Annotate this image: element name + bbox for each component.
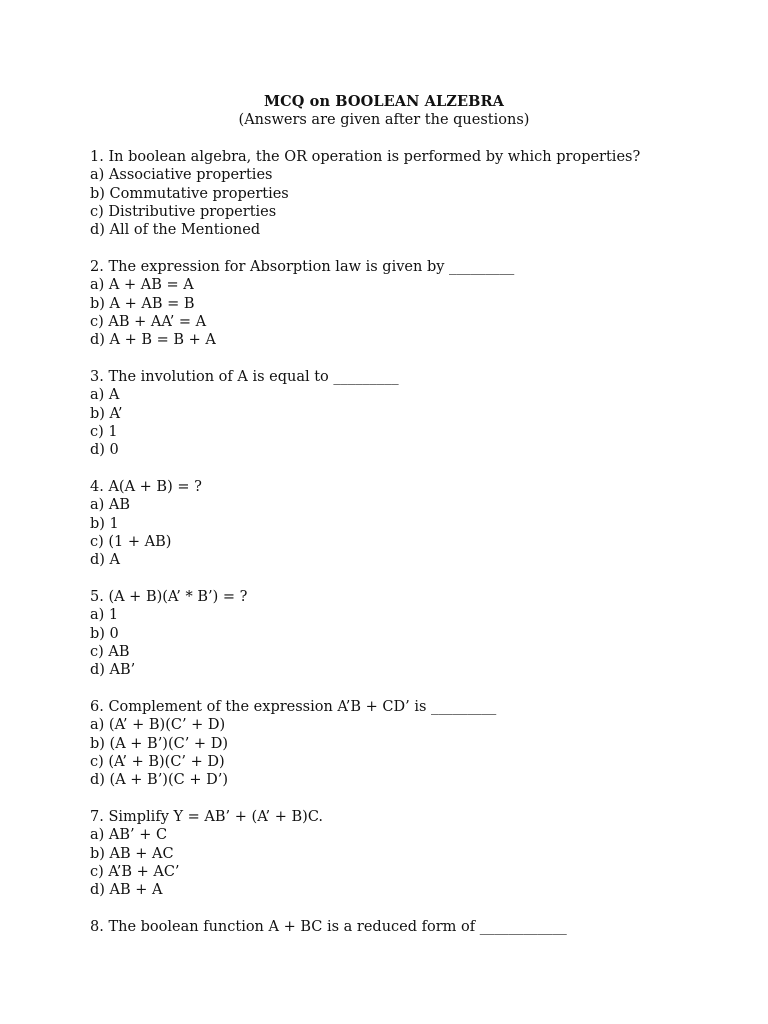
option-a: a) (A’ + B)(C’ + D)	[90, 717, 226, 734]
document-subtitle: (Answers are given after the questions)	[238, 112, 530, 128]
option-a: a) A + AB = A	[90, 277, 194, 294]
option-b: b) 1	[90, 515, 119, 532]
option-a: a) Associative properties	[90, 167, 273, 184]
option-d: d) AB’	[90, 662, 136, 679]
question-2	[90, 258, 730, 349]
option-d: d) All of the Mentioned	[90, 222, 261, 239]
question-stem: 5. (A + B)(A’ * B’) = ?	[90, 588, 248, 605]
option-c: c) Distributive properties	[90, 203, 277, 220]
question-stem: 7. Simplify Y = AB’ + (A’ + B)C.	[90, 808, 324, 825]
question-stem: 6. Complement of the expression A’B + CD’ is _________	[90, 698, 497, 715]
option-c: c) A’B + AC’	[90, 863, 180, 880]
question-7	[90, 808, 730, 899]
option-d: d) A + B = B + A	[90, 332, 216, 349]
question-stem: 8. The boolean function A + BC is a reduced form of ____________	[90, 918, 567, 935]
option-b: b) A + AB = B	[90, 295, 195, 312]
question-1	[90, 148, 730, 239]
question-list	[90, 148, 730, 955]
question-4	[90, 478, 730, 569]
option-d: d) 0	[90, 442, 119, 459]
option-c: c) AB + AA’ = A	[90, 313, 207, 330]
document-header	[0, 93, 768, 129]
option-d: d) A	[90, 552, 121, 569]
option-b: b) Commutative properties	[90, 185, 289, 202]
option-b: b) 0	[90, 625, 119, 642]
question-stem: 4. A(A + B) = ?	[90, 478, 202, 495]
question-8	[90, 918, 730, 936]
question-5	[90, 588, 730, 679]
option-a: a) AB	[90, 497, 131, 514]
question-stem: 3. The involution of A is equal to _________	[90, 368, 399, 385]
option-c: c) AB	[90, 643, 130, 660]
option-a: a) 1	[90, 607, 119, 624]
option-d: d) (A + B’)(C + D’)	[90, 772, 228, 789]
option-c: c) (1 + AB)	[90, 533, 172, 550]
question-6	[90, 698, 730, 789]
question-stem: 2. The expression for Absorption law is given by _________	[90, 258, 515, 275]
question-stem: 1. In boolean algebra, the OR operation is performed by which properties?	[90, 149, 641, 165]
option-b: b) AB + AC	[90, 845, 174, 862]
option-b: b) A’	[90, 405, 123, 422]
option-b: b) (A + B’)(C’ + D)	[90, 735, 228, 752]
document-title: MCQ on BOOLEAN ALZEBRA	[264, 93, 504, 110]
option-d: d) AB + A	[90, 882, 163, 899]
option-c: c) 1	[90, 423, 118, 440]
option-a: a) A	[90, 387, 120, 404]
question-3	[90, 368, 730, 459]
option-a: a) AB’ + C	[90, 827, 168, 844]
option-c: c) (A’ + B)(C’ + D)	[90, 753, 225, 770]
